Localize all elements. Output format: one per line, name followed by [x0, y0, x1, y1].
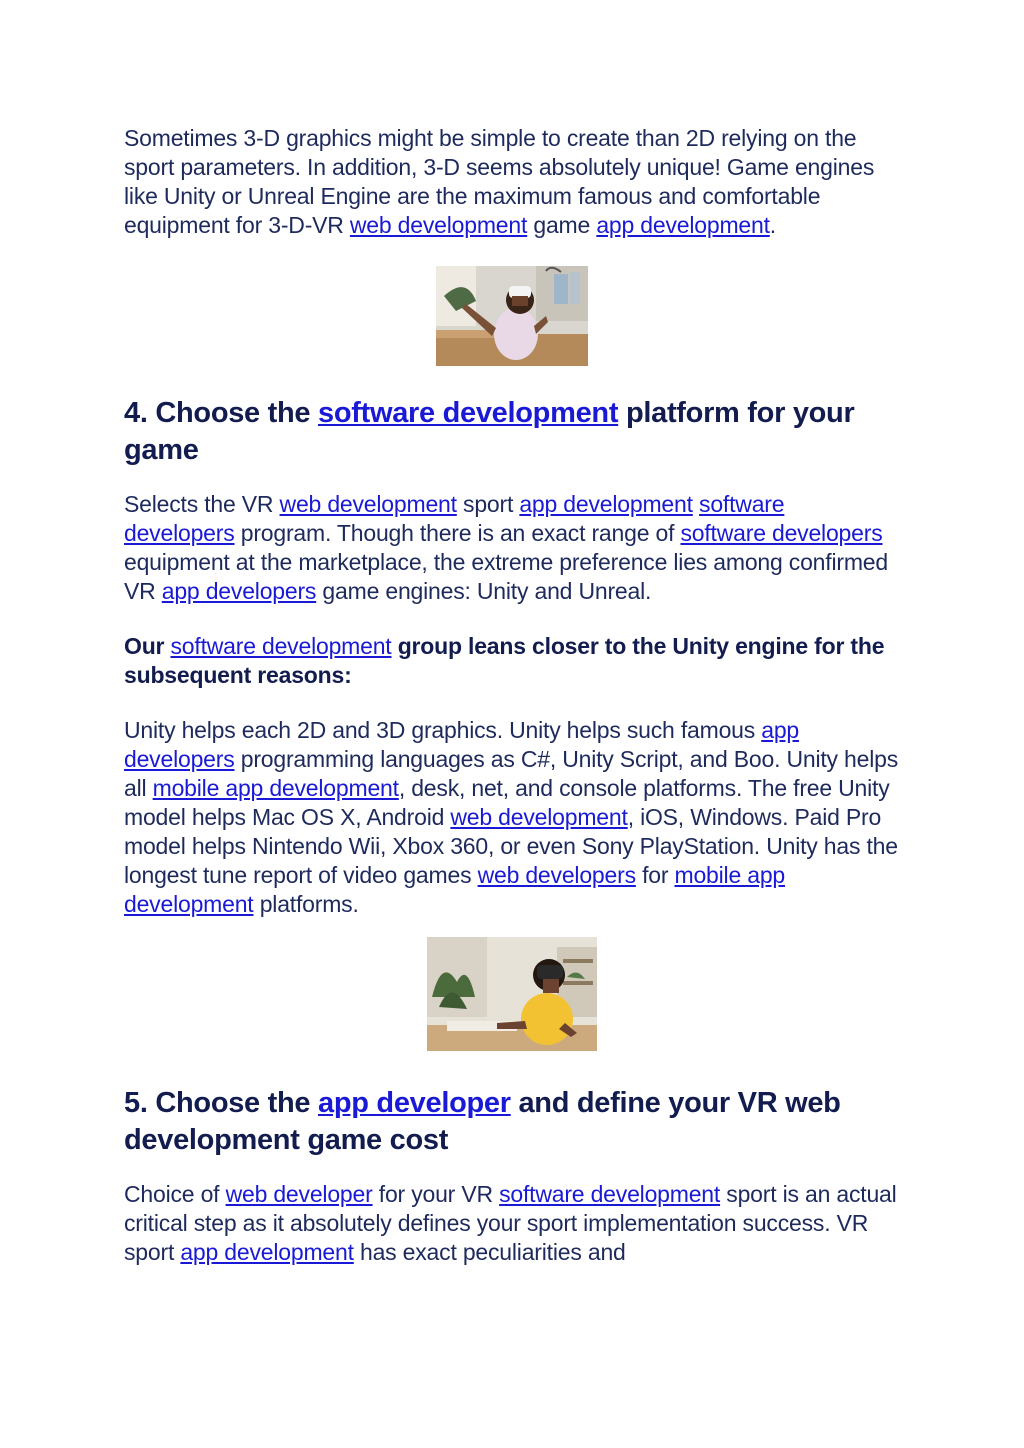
text: platforms.	[253, 891, 359, 917]
link-software-development[interactable]: software development	[499, 1181, 721, 1207]
developer-choice-paragraph	[124, 1180, 899, 1267]
document-page	[124, 124, 899, 1267]
link-app-development[interactable]: app development	[596, 212, 770, 238]
intro-paragraph	[124, 124, 899, 240]
link-web-developers[interactable]: web developers	[477, 862, 636, 888]
text: for your VR	[372, 1181, 500, 1207]
text: group leans closer to the Unity engine for the subsequent reasons:	[124, 633, 885, 688]
text: , iOS, Windows. Paid Pro model helps Nintendo Wii, Xbox 360, or even Sony PlayStation. Unity has the longest tune report of video games	[124, 804, 898, 888]
unity-paragraph	[124, 716, 899, 919]
text: Sometimes 3-D graphics might be simple to create than 2D relying on the sport parameters. In addition, 3-D seems absolutely unique! Game engines like Unity or Unreal Engine are the maximum famous and comfortable equipment for 3-D-VR	[124, 125, 875, 238]
link-web-development[interactable]: web development	[450, 804, 628, 830]
link-app-developer[interactable]: app developer	[318, 1087, 511, 1119]
text: game engines: Unity and Unreal.	[316, 578, 652, 604]
section-5-heading	[124, 1085, 899, 1159]
text: for	[635, 862, 675, 888]
text: program. Though there is an exact range of	[234, 520, 681, 546]
text: has exact peculiarities and	[353, 1239, 626, 1265]
section-4-heading	[124, 395, 899, 469]
link-app-developers[interactable]: app developers	[124, 717, 800, 772]
link-app-developers[interactable]: app developers	[161, 578, 317, 604]
girl-vr-headset-photo	[436, 266, 588, 366]
text: Our	[124, 633, 171, 659]
unity-reasons-intro	[124, 632, 899, 690]
text: Choice of	[124, 1181, 226, 1207]
link-web-development[interactable]: web development	[279, 491, 457, 517]
link-software-developers[interactable]: software developers	[124, 491, 785, 546]
text: programming languages as C#, Unity Script, and Boo. Unity helps all	[124, 746, 899, 801]
boy-vr-headset-photo	[427, 937, 597, 1051]
link-software-development[interactable]: software development	[170, 633, 392, 659]
text: sport	[456, 491, 520, 517]
link-web-developer[interactable]: web developer	[225, 1181, 373, 1207]
heading-text: 4. Choose the	[124, 397, 318, 429]
text: Unity helps each 2D and 3D graphics. Unity helps such famous	[124, 717, 762, 743]
link-app-development[interactable]: app development	[180, 1239, 354, 1265]
link-app-development[interactable]: app development	[519, 491, 693, 517]
text: game	[527, 212, 597, 238]
link-mobile-app-development[interactable]: mobile app development	[152, 775, 399, 801]
link-software-developers[interactable]: software developers	[680, 520, 883, 546]
link-software-development[interactable]: software development	[318, 397, 619, 429]
link-web-development[interactable]: web development	[349, 212, 528, 238]
text: sport is an actual critical step as it absolutely defines your sport implementation success. VR sport	[124, 1181, 897, 1265]
text: equipment at the marketplace, the extreme preference lies among confirmed VR	[124, 549, 888, 604]
link-mobile-app-development[interactable]: mobile app development	[124, 862, 786, 917]
text: Selects the VR	[124, 491, 280, 517]
text: , desk, net, and console platforms. The free Unity model helps Mac OS X, Android	[124, 775, 890, 830]
heading-text: and define your VR web development game cost	[124, 1087, 841, 1156]
heading-text: 5. Choose the	[124, 1087, 318, 1119]
text: .	[769, 212, 776, 238]
heading-text: platform for your game	[124, 397, 855, 466]
platform-paragraph	[124, 490, 899, 606]
